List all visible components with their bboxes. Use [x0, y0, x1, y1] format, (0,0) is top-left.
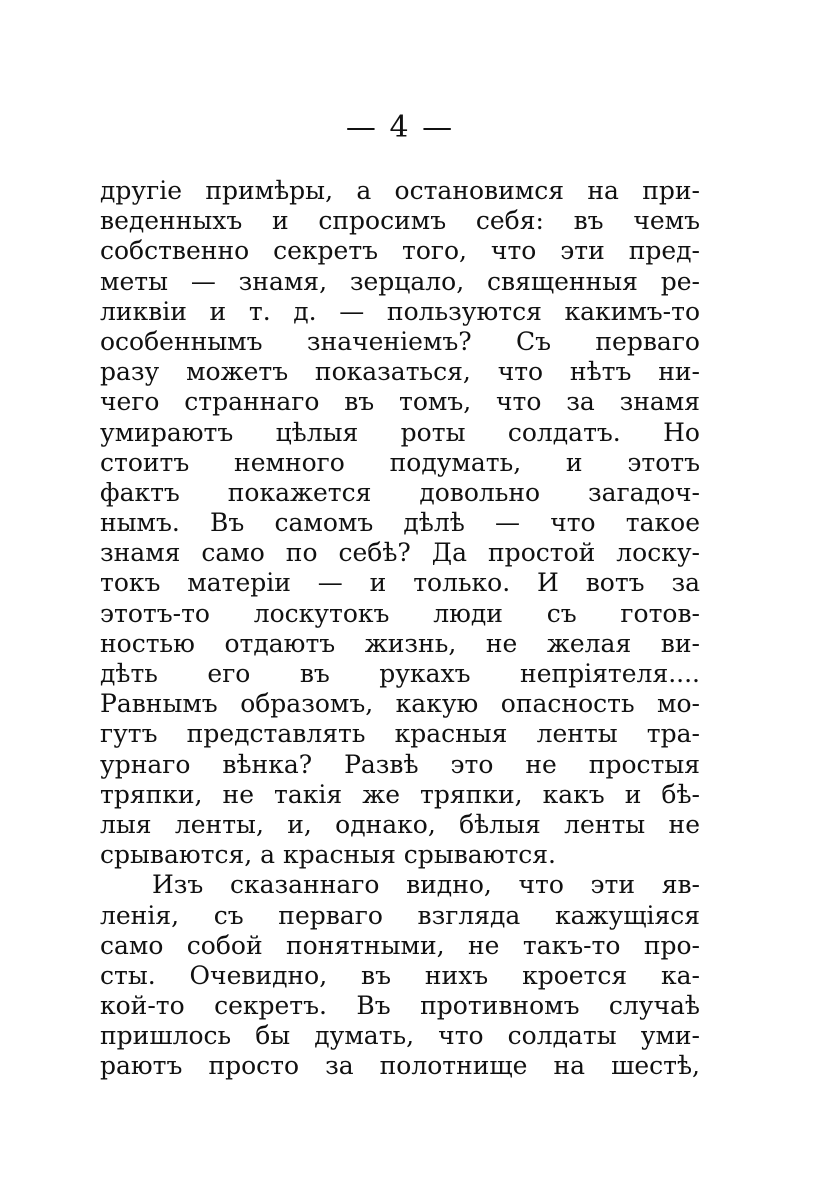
text-line: знамя само по себѣ? Да простой лоску- [100, 538, 700, 568]
text-line: меты — знамя, зерцало, священныя ре- [100, 266, 700, 296]
text-line: веденныхъ и спросимъ себя: въ чемъ [100, 206, 700, 236]
text-line: другіе примѣры, а остановимся на при- [100, 176, 700, 205]
text-line: дѣть его въ рукахъ непріятеля.... [100, 659, 700, 688]
text-line: ликвіи и т. д. — пользуются какимъ-то [100, 296, 700, 326]
text-line: этотъ-то лоскутокъ люди съ готов- [100, 598, 700, 628]
text-line: умираютъ цѣлыя роты солдатъ. Но [100, 417, 700, 447]
paragraph-start-line: Изъ сказаннаго видно, что эти яв- [152, 870, 700, 900]
text-line: тряпки, не такія же тряпки, какъ и бѣ- [100, 779, 700, 809]
text-line: стоитъ немного подумать, и этотъ [100, 447, 700, 477]
text-line: нымъ. Въ самомъ дѣлѣ — что такое [100, 508, 700, 538]
text-line: токъ матеріи — и только. И вотъ за [100, 568, 700, 598]
text-line: фактъ покажется довольно загадоч- [100, 477, 700, 507]
text-line: раютъ просто за полотнище на шестѣ, [100, 1051, 700, 1081]
text-line: ностью отдаютъ жизнь, не желая ви- [100, 628, 700, 658]
text-line: гутъ представлять красныя ленты тра- [100, 719, 700, 749]
text-line: особеннымъ значеніемъ? Съ перваго [100, 326, 700, 356]
text-line: само собой понятными, не такъ-то про- [100, 930, 700, 960]
text-line: урнаго вѣнка? Развѣ это не простыя [100, 749, 700, 779]
paragraph-end-line: срываются, а красныя срываются. [100, 840, 557, 870]
text-line: Равнымъ образомъ, какую опасность мо- [100, 689, 700, 719]
page-number: — 4 — [345, 110, 455, 145]
text-line: кой-то секретъ. Въ противномъ случаѣ [100, 991, 700, 1021]
text-line: ленія, съ перваго взгляда кажущіяся [100, 900, 700, 930]
text-line: собственно секретъ того, что эти пред- [100, 236, 700, 266]
text-line: разу можетъ показаться, что нѣтъ ни- [100, 357, 700, 387]
text-line: пришлось бы думать, что солдаты уми- [100, 1021, 700, 1051]
body-text [100, 176, 700, 1082]
text-line: сты. Очевидно, въ нихъ кроется ка- [100, 960, 700, 990]
text-line: лыя ленты, и, однако, бѣлыя ленты не [100, 809, 700, 839]
text-line: чего страннаго въ томъ, что за знамя [100, 387, 700, 417]
